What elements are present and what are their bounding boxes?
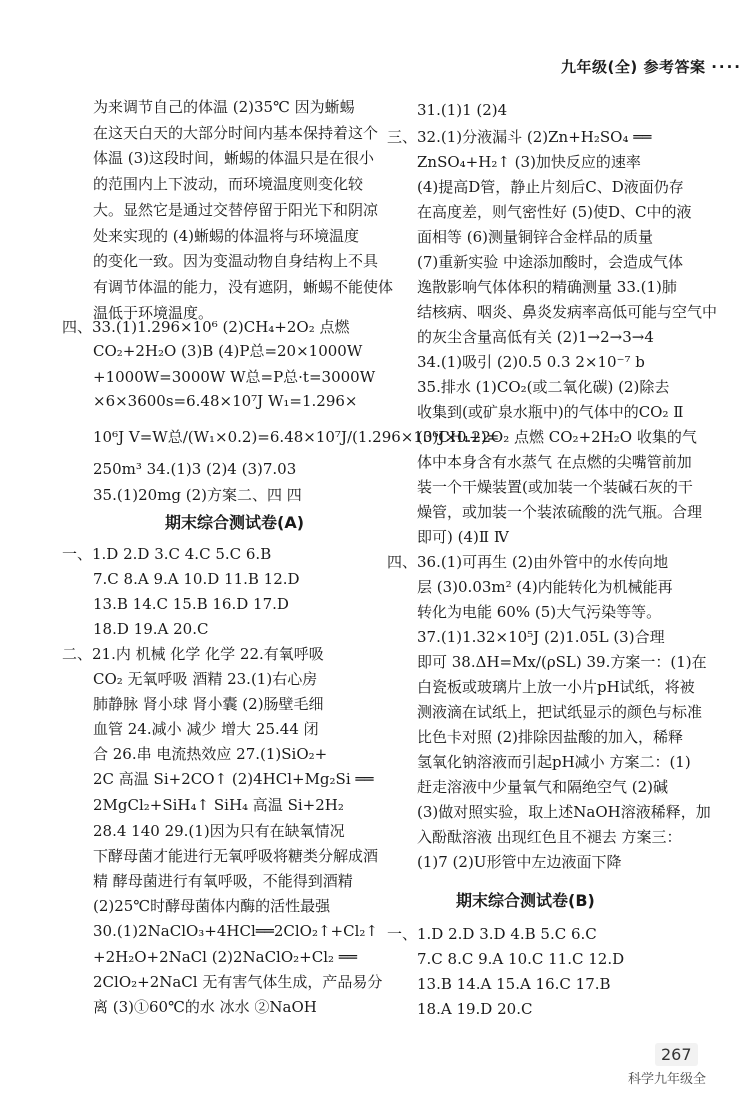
answer-line: 三、32.(1)分液漏斗 (2)Zn+H₂SO₄ ══ bbox=[387, 128, 652, 146]
answer-line: (4)提高D管，静止片刻后C、D液面仍存 bbox=[417, 178, 684, 196]
answer-line: 收集到(或矿泉水瓶中)的气体中的CO₂ Ⅱ bbox=[417, 403, 684, 421]
answer-line: 离 (3)①60℃的水 冰水 ②NaOH bbox=[93, 998, 317, 1016]
answer-line: 34.(1)吸引 (2)0.5 0.3 2×10⁻⁷ b bbox=[417, 353, 645, 371]
answer-line: CO₂ 无氧呼吸 酒精 23.(1)右心房 bbox=[93, 670, 318, 688]
answer-line: 在高度差，则气密性好 (5)使D、C中的液 bbox=[417, 203, 692, 221]
answer-line: 体温 (3)这段时间，蜥蜴的体温只是在很小 bbox=[93, 149, 375, 168]
answer-line: 温低于环境温度。 bbox=[93, 303, 214, 322]
answer-line: +2H₂O+2NaCl (2)2NaClO₂+Cl₂ ══ bbox=[93, 948, 357, 966]
answer-line: (2)25℃时酵母菌体内酶的活性最强 bbox=[93, 897, 331, 915]
answer-line: 装一个干燥装置(或加装一个装碱石灰的干 bbox=[417, 478, 693, 496]
answer-line: 35.(1)20mg (2)方案二、四 四 bbox=[93, 486, 302, 504]
answer-line: 四、36.(1)可再生 (2)由外管中的水传向地 bbox=[387, 553, 669, 571]
answer-line: 氢氧化钠溶液而引起pH减小 方案二：(1) bbox=[417, 753, 691, 771]
answer-line: +1000W=3000W W总=P总·t=3000W bbox=[93, 368, 376, 386]
answer-line: 18.A 19.D 20.C bbox=[417, 1000, 533, 1018]
answer-line: 体中本身含有水蒸气 在点燃的尖嘴管前加 bbox=[417, 453, 692, 471]
answer-line: 7.C 8.A 9.A 10.D 11.B 12.D bbox=[93, 570, 300, 588]
answer-line: 有调节体温的能力，没有遮阴，蜥蜴不能使体 bbox=[93, 277, 394, 296]
page-header bbox=[561, 56, 742, 77]
answer-line: 13.B 14.C 15.B 16.D 17.D bbox=[93, 595, 289, 613]
header-grade: 九年级(全) bbox=[561, 58, 638, 76]
header-answers: 参考答案 bbox=[643, 58, 706, 76]
answer-line: ×6×3600s=6.48×10⁷J W₁=1.296× bbox=[93, 392, 358, 410]
answer-line: 合 26.串 电流热效应 27.(1)SiO₂+ bbox=[93, 745, 328, 763]
answer-line: 结核病、咽炎、鼻炎发病率高低可能与空气中 bbox=[417, 303, 718, 321]
answer-line: 28.4 140 29.(1)因为只有在缺氧情况 bbox=[93, 822, 345, 840]
answer-line: 层 (3)0.03m² (4)内能转化为机械能再 bbox=[417, 578, 673, 596]
answer-line: 的灰尘含量高低有关 (2)1→2→3→4 bbox=[417, 328, 654, 346]
page-number: 267 bbox=[655, 1043, 698, 1066]
answer-line: 250m³ 34.(1)3 (2)4 (3)7.03 bbox=[93, 460, 297, 478]
answer-line: 逸散影响气体体积的精确测量 33.(1)肺 bbox=[417, 278, 677, 296]
answer-line: (3)CH₄+2O₂ 点燃 CO₂+2H₂O 收集的气 bbox=[417, 428, 697, 446]
answer-line: 2C 高温 Si+2CO↑ (2)4HCl+Mg₂Si ══ bbox=[93, 770, 374, 788]
answer-line: 燥管，或加装一个装浓硫酸的洗气瓶。合理 bbox=[417, 503, 703, 521]
answer-line: 2MgCl₂+SiH₄↑ SiH₄ 高温 Si+2H₂ bbox=[93, 796, 344, 814]
answer-line: 一、1.D 2.D 3.D 4.B 5.C 6.C bbox=[387, 925, 597, 943]
answer-line: 精 酵母菌进行有氧呼吸，不能得到酒精 bbox=[93, 872, 353, 890]
answer-line: 13.B 14.A 15.A 16.C 17.B bbox=[417, 975, 611, 993]
answer-line: 37.(1)1.32×10⁵J (2)1.05L (3)合理 bbox=[417, 628, 665, 646]
answer-line: 7.C 8.C 9.A 10.C 11.C 12.D bbox=[417, 950, 625, 968]
answer-line: 2ClO₂+2NaCl 无有害气体生成，产品易分 bbox=[93, 973, 383, 991]
answer-line: 比色卡对照 (2)排除因盐酸的加入，稀释 bbox=[417, 728, 684, 746]
answer-line: ZnSO₄+H₂↑ (3)加快反应的速率 bbox=[417, 153, 641, 171]
answer-line: 大。显然它是通过交替停留于阳光下和阴凉 bbox=[93, 200, 379, 219]
answer-line: 血管 24.减小 减少 增大 25.44 闭 bbox=[93, 720, 319, 738]
answer-line: (7)重新实验 中途添加酸时，会造成气体 bbox=[417, 253, 684, 271]
footer-subject: 科学九年级全 bbox=[628, 1072, 707, 1087]
answer-line: 二、21.内 机械 化学 化学 22.有氧呼吸 bbox=[62, 645, 324, 663]
answer-line: 为来调节自己的体温 (2)35℃ 因为蜥蜴 bbox=[93, 98, 355, 116]
answer-line: 一、1.D 2.D 3.C 4.C 5.C 6.B bbox=[62, 545, 272, 563]
answer-line: 的范围内上下波动，而环境温度则变化较 bbox=[93, 175, 364, 194]
answer-line: 在这天白天的大部分时间内基本保持着这个 bbox=[93, 123, 379, 142]
answer-line: 的变化一致。因为变温动物自身结构上不具 bbox=[93, 252, 379, 271]
answer-line: 处来实现的 (4)蜥蜴的体温将与环境温度 bbox=[93, 226, 360, 245]
answer-line: 35.排水 (1)CO₂(或二氧化碳) (2)除去 bbox=[417, 378, 670, 396]
answer-line: 即可 38.ΔH=Mx/(ρSL) 39.方案一：(1)在 bbox=[417, 653, 707, 671]
answer-line: CO₂+2H₂O (3)B (4)P总=20×1000W bbox=[93, 342, 363, 360]
answer-line: 下酵母菌才能进行无氧呼吸将糖类分解成酒 bbox=[93, 847, 379, 865]
answer-line: 入酚酞溶液 出现红色且不褪去 方案三： bbox=[417, 828, 682, 846]
answer-line: 30.(1)2NaClO₃+4HCl══2ClO₂↑+Cl₂↑ bbox=[93, 922, 378, 940]
answer-line: 赶走溶液中少量氧气和隔绝空气 (2)碱 bbox=[417, 778, 669, 796]
answer-line: 18.D 19.A 20.C bbox=[93, 620, 209, 638]
answer-line: (3)做对照实验，取上述NaOH溶液稀释，加 bbox=[417, 803, 711, 821]
answer-line: 测液滴在试纸上，把试纸显示的颜色与标准 bbox=[417, 703, 703, 721]
section-title-b: 期末综合测试卷(B) bbox=[456, 891, 595, 910]
answer-line: 31.(1)1 (2)4 bbox=[417, 101, 508, 119]
answer-line: (1)7 (2)U形管中左边液面下降 bbox=[417, 853, 622, 871]
answer-line: 10⁶J V=W总/(W₁×0.2)=6.48×10⁷J/(1.296×10⁶J×0.2)= bbox=[93, 428, 500, 446]
answer-line: 肺静脉 肾小球 肾小囊 (2)肠壁毛细 bbox=[93, 695, 324, 713]
header-dashes: ···· bbox=[711, 58, 742, 76]
answer-line: 面相等 (6)测量铜锌合金样品的质量 bbox=[417, 228, 654, 246]
answer-line: 白瓷板或玻璃片上放一小片pH试纸，将被 bbox=[417, 678, 695, 696]
answer-line: 四、33.(1)1.296×10⁶ (2)CH₄+2O₂ 点燃 bbox=[62, 318, 350, 336]
answer-line: 即可) (4)Ⅱ Ⅳ bbox=[417, 528, 509, 546]
section-title-a: 期末综合测试卷(A) bbox=[165, 513, 305, 532]
answer-line: 转化为电能 60% (5)大气污染等等。 bbox=[417, 603, 662, 621]
